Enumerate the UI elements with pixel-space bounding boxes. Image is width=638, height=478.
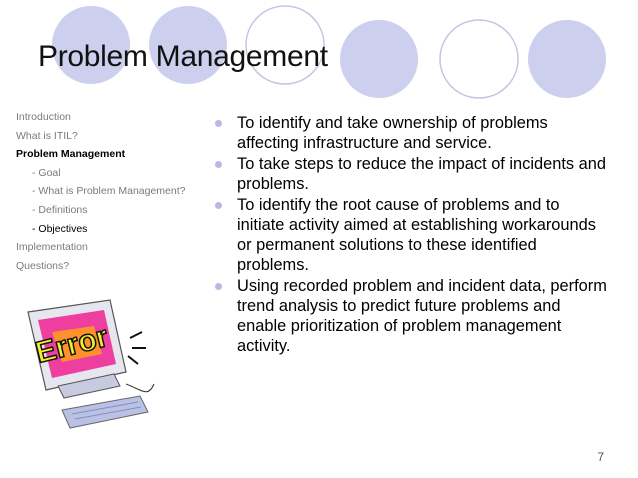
objectives-list	[213, 113, 608, 357]
slide-title: Problem Management	[38, 40, 328, 73]
agenda-subitem-what-is-problem-management[interactable]: - What is Problem Management?	[32, 185, 186, 198]
objective-text: To identify and take ownership of problems affecting infrastructure and service.	[237, 114, 548, 152]
agenda-item-introduction[interactable]: Introduction	[16, 111, 71, 123]
agenda-item-problem-management[interactable]: Problem Management	[16, 148, 126, 161]
header-circle-5	[440, 20, 518, 98]
error-computer-icon	[22, 298, 182, 433]
bullet-dot-icon	[215, 120, 222, 127]
objective-bullet	[213, 154, 608, 194]
agenda-subitem-objectives[interactable]: - Objectives	[32, 222, 88, 235]
objective-bullet	[213, 195, 608, 275]
objective-text: To take steps to reduce the impact of incidents and problems.	[237, 155, 607, 193]
agenda-subitem-definitions[interactable]: - Definitions	[32, 203, 88, 216]
agenda-subitem-goal[interactable]: - Goal	[32, 166, 61, 179]
agenda-item-implementation[interactable]: Implementation	[16, 241, 88, 254]
bullet-dot-icon	[215, 283, 222, 290]
bullet-dot-icon	[215, 202, 222, 209]
page-number: 7	[597, 450, 604, 464]
agenda-item-questions[interactable]: Questions?	[16, 259, 70, 272]
agenda-sidebar	[16, 108, 206, 275]
objective-bullet	[213, 113, 608, 153]
objective-text: To identify the root cause of problems and to initiate activity aimed at establishing workarounds or permanent solutions to these identified problems.	[237, 196, 596, 274]
agenda-item-what-is-itil[interactable]: What is ITIL?	[16, 129, 78, 142]
bullet-dot-icon	[215, 161, 222, 168]
error-clipart-word: Error	[32, 320, 112, 370]
objective-text: Using recorded problem and incident data, perform trend analysis to predict future problems and enable prioritization of problem management activity.	[237, 277, 607, 355]
header-circle-4	[340, 20, 418, 98]
header-circle-6	[528, 20, 606, 98]
objective-bullet	[213, 276, 608, 356]
